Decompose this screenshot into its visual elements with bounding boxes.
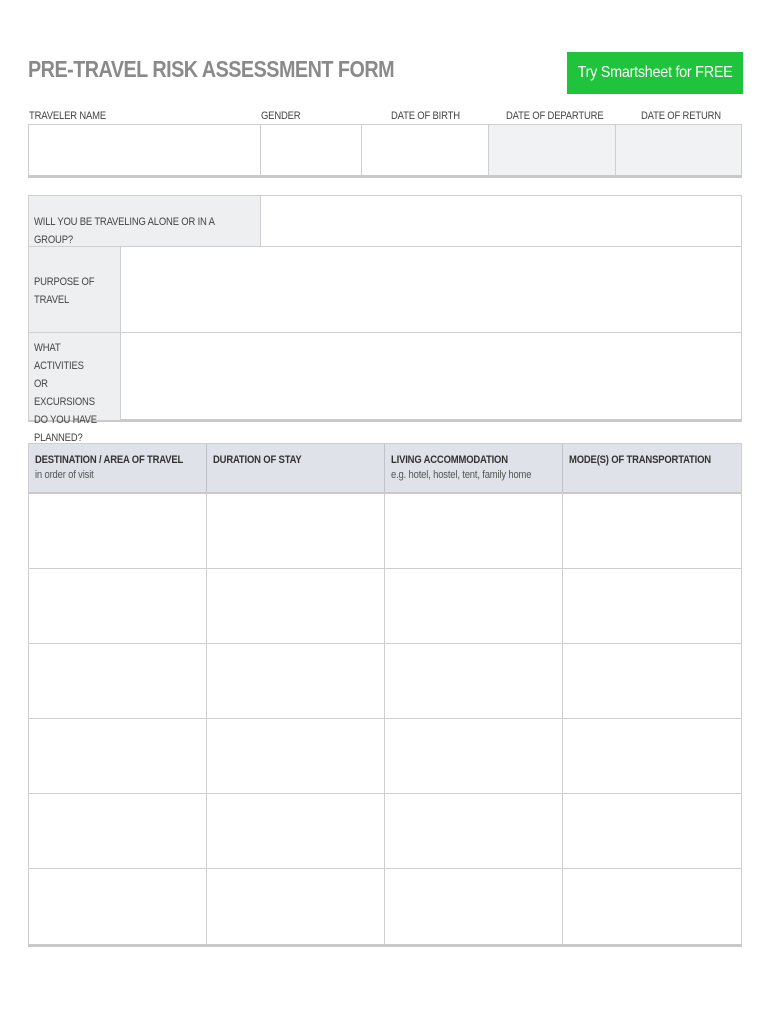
try-smartsheet-button[interactable] — [567, 52, 743, 94]
duration-cell[interactable] — [207, 644, 385, 718]
transportation-header: MODE(S) OF TRANSPORTATION — [569, 454, 711, 466]
transportation-cell[interactable] — [563, 869, 741, 944]
purpose-label: PURPOSE OF TRAVEL — [29, 247, 121, 332]
date-of-departure-field[interactable] — [489, 125, 616, 175]
accommodation-cell[interactable] — [385, 794, 563, 868]
table-row — [29, 569, 741, 644]
date-of-return-field[interactable] — [616, 125, 741, 175]
itinerary-table — [28, 443, 742, 947]
group-question-row — [29, 196, 741, 247]
activities-answer[interactable] — [121, 333, 741, 420]
destination-cell[interactable] — [29, 644, 207, 718]
purpose-row — [29, 247, 741, 333]
accommodation-cell[interactable] — [385, 869, 563, 944]
duration-header: DURATION OF STAY — [207, 444, 385, 492]
group-question-label: WILL YOU BE TRAVELING ALONE OR IN A GROUP? — [29, 196, 261, 246]
transportation-cell[interactable] — [563, 569, 741, 643]
destination-cell[interactable] — [29, 719, 207, 793]
traveler-name-label: TRAVELER NAME — [29, 110, 106, 122]
table-row — [29, 719, 741, 794]
trip-questions-block — [28, 195, 742, 444]
accommodation-cell[interactable] — [385, 719, 563, 793]
transportation-cell[interactable] — [563, 644, 741, 718]
date-of-birth-label: DATE OF BIRTH — [391, 110, 460, 122]
destination-cell[interactable] — [29, 569, 207, 643]
date-of-return-label: DATE OF RETURN — [641, 110, 721, 122]
accommodation-cell[interactable] — [385, 494, 563, 568]
group-question-answer[interactable] — [261, 196, 741, 246]
destination-header: DESTINATION / AREA OF TRAVEL in order of visit — [29, 444, 207, 492]
duration-cell[interactable] — [207, 719, 385, 793]
duration-cell[interactable] — [207, 794, 385, 868]
duration-cell[interactable] — [207, 494, 385, 568]
transportation-cell[interactable] — [563, 494, 741, 568]
purpose-answer[interactable] — [121, 247, 741, 332]
date-of-birth-field[interactable] — [362, 125, 489, 175]
activities-label: WHAT ACTIVITIES OR EXCURSIONS DO YOU HAVE PLANNED? — [29, 333, 121, 420]
date-of-departure-label: DATE OF DEPARTURE — [506, 110, 604, 122]
destination-cell[interactable] — [29, 869, 207, 944]
destination-cell[interactable] — [29, 794, 207, 868]
duration-cell[interactable] — [207, 569, 385, 643]
form-title: PRE-TRAVEL RISK ASSESSMENT FORM — [28, 56, 395, 82]
cta-label: Try Smartsheet for FREE — [577, 64, 733, 81]
table-row — [29, 494, 741, 569]
traveler-name-field[interactable] — [29, 125, 261, 175]
activities-row — [29, 333, 741, 444]
transportation-cell[interactable] — [563, 794, 741, 868]
itinerary-header — [29, 444, 741, 494]
gender-label: GENDER — [261, 110, 301, 122]
accommodation-header: LIVING ACCOMMODATION e.g. hotel, hostel, tent, family home — [385, 444, 563, 492]
duration-cell[interactable] — [207, 869, 385, 944]
transportation-cell[interactable] — [563, 719, 741, 793]
traveler-info-row — [28, 124, 742, 178]
table-row — [29, 644, 741, 719]
destination-cell[interactable] — [29, 494, 207, 568]
table-row — [29, 869, 741, 944]
accommodation-cell[interactable] — [385, 569, 563, 643]
gender-field[interactable] — [261, 125, 362, 175]
accommodation-cell[interactable] — [385, 644, 563, 718]
table-row — [29, 794, 741, 869]
